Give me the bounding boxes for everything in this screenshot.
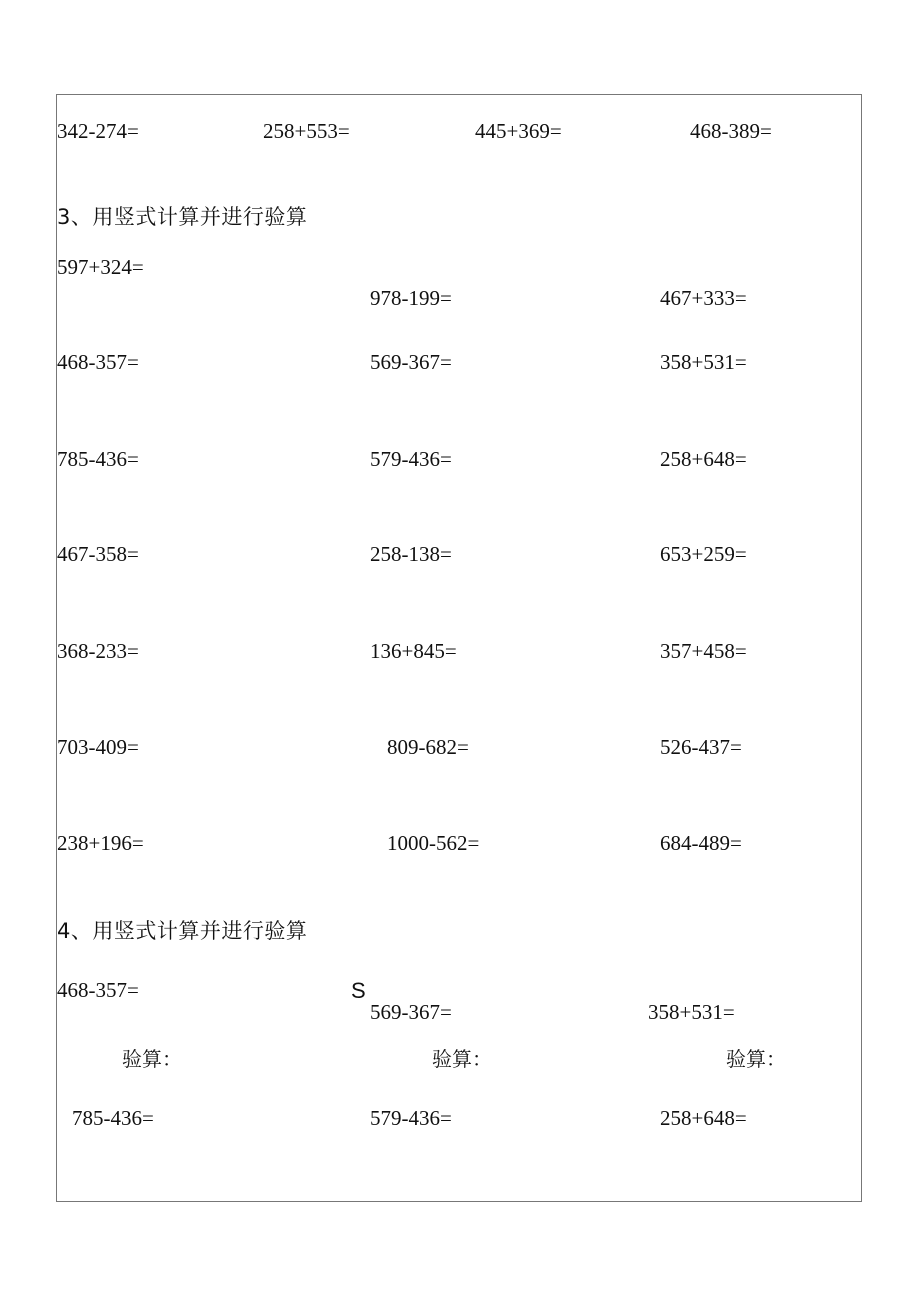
problem-3-6-2: 809-682=: [387, 735, 469, 759]
problem-4-1-2: 569-367=: [370, 1000, 452, 1024]
problem-3-4-1: 467-358=: [57, 542, 139, 566]
problem-3-1-3: 467+333=: [660, 286, 747, 310]
problem-4-2-3: 258+648=: [660, 1106, 747, 1130]
problem-3-7-3: 684-489=: [660, 831, 742, 855]
problem-3-3-2: 579-436=: [370, 447, 452, 471]
verify-label-2: 验算：: [432, 1047, 492, 1071]
problem-3-1-2: 978-199=: [370, 286, 452, 310]
problem-4-1-1: 468-357=: [57, 978, 139, 1002]
problem-3-6-1: 703-409=: [57, 735, 139, 759]
problem-3-6-3: 526-437=: [660, 735, 742, 759]
problem-3-7-1: 238+196=: [57, 831, 144, 855]
problem-top-1: 342-274=: [57, 119, 139, 143]
problem-3-5-1: 368-233=: [57, 639, 139, 663]
problem-4-2-2: 579-436=: [370, 1106, 452, 1130]
problem-top-3: 445+369=: [475, 119, 562, 143]
problem-3-5-3: 357+458=: [660, 639, 747, 663]
problem-4-2-1: 785-436=: [72, 1106, 154, 1130]
problem-3-2-3: 358+531=: [660, 350, 747, 374]
problem-3-4-3: 653+259=: [660, 542, 747, 566]
problem-4-1-3: 358+531=: [648, 1000, 735, 1024]
verify-label-3: 验算：: [726, 1047, 786, 1071]
problem-3-4-2: 258-138=: [370, 542, 452, 566]
problem-3-2-2: 569-367=: [370, 350, 452, 374]
problem-3-3-1: 785-436=: [57, 447, 139, 471]
problem-top-2: 258+553=: [263, 119, 350, 143]
section-4-title: 4、用竖式计算并进行验算: [57, 919, 308, 943]
verify-label-1: 验算：: [122, 1047, 182, 1071]
stray-mark: S: [351, 978, 366, 1003]
problem-top-4: 468-389=: [690, 119, 772, 143]
section-3-title: 3、用竖式计算并进行验算: [57, 205, 308, 229]
problem-3-1-1: 597+324=: [57, 255, 144, 279]
problem-3-5-2: 136+845=: [370, 639, 457, 663]
problem-3-2-1: 468-357=: [57, 350, 139, 374]
problem-3-7-2: 1000-562=: [387, 831, 480, 855]
problem-3-3-3: 258+648=: [660, 447, 747, 471]
